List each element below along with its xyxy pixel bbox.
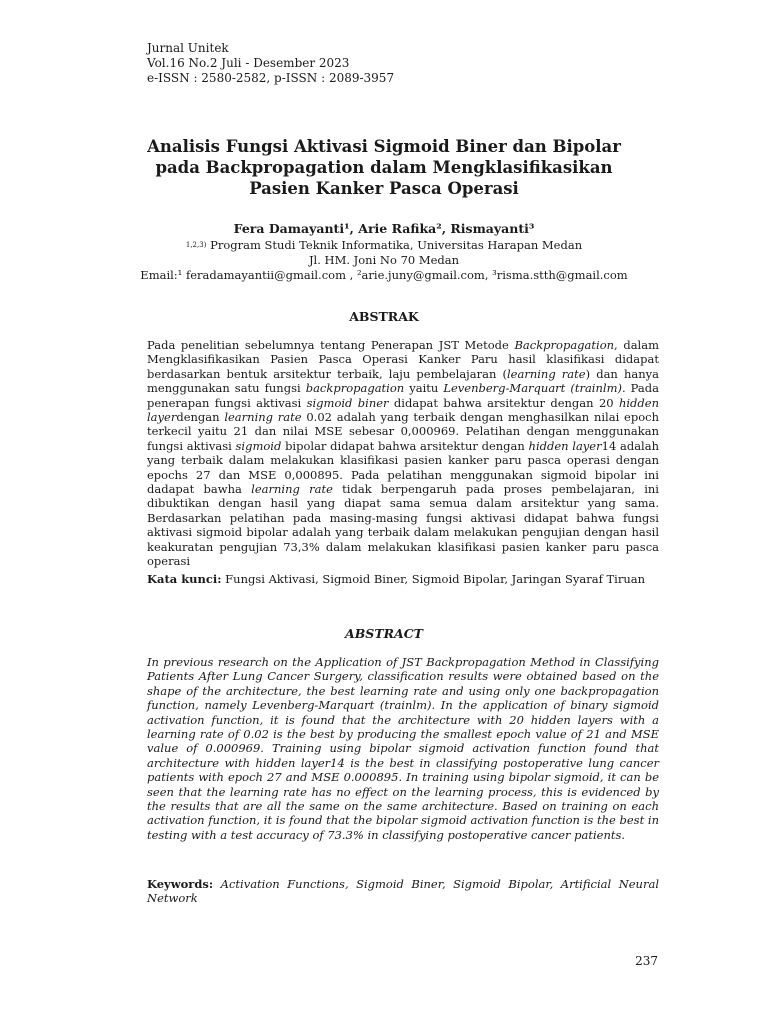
- abstrak-text-6: backpropagation: [305, 381, 405, 396]
- journal-name: Jurnal Unitek: [147, 41, 229, 55]
- abstrak-body: [147, 338, 659, 569]
- kata-kunci-text: Fungsi Aktivasi, Sigmoid Biner, Sigmoid Bipolar, Jaringan Syaraf Tiruan: [221, 572, 645, 586]
- abstrak-text-12: hidden layer: [147, 395, 659, 425]
- abstrak-text-2: Backpropagation: [514, 338, 615, 352]
- journal-header: [147, 41, 394, 86]
- title-line-3: Pasien Kanker Pasca Operasi: [249, 179, 519, 198]
- abstrak-text-8: Levenberg-Marquart (trainlm).: [443, 381, 626, 396]
- abstrak-text-7: yaitu: [404, 381, 444, 396]
- abstrak-text-3: , dalam Mengklasifikasikan Pasien Pasca Operasi Kanker Paru hasil klasifikasi didapat berdasarkan bentuk arsitektur terbaik, laju pembelajaran (: [147, 338, 660, 381]
- abstrak-text-14: learning rate: [224, 410, 302, 425]
- abstrak-text-11: didapat bahwa arsitektur dengan 20: [388, 395, 619, 410]
- abstrak-text-13: dengan: [176, 410, 225, 425]
- abstrak-text-20: learning rate: [251, 482, 333, 497]
- kata-kunci: [147, 572, 659, 586]
- affiliation-program-text: Program Studi Teknik Informatika, Universitas Harapan Medan: [210, 238, 583, 252]
- page-number: 237: [635, 954, 658, 968]
- abstrak-text-5: ) dan hanya menggunakan satu fungsi: [147, 366, 659, 396]
- title-line-2: pada Backpropagation dalam Mengklasifikasikan: [155, 158, 613, 177]
- affiliation-program: [100, 238, 668, 253]
- abstrak-text-10: sigmoid biner: [306, 395, 389, 410]
- keywords: [147, 877, 659, 906]
- abstrak-heading: ABSTRAK: [349, 309, 419, 324]
- journal-volume: Vol.16 No.2 Juli - Desember 2023: [147, 56, 350, 70]
- abstrak-text-9: Pada penerapan fungsi aktivasi: [147, 381, 659, 410]
- abstrak-text-4: learning rate: [506, 366, 586, 381]
- keywords-text: Activation Functions, Sigmoid Biner, Sigmoid Bipolar, Artificial Neural Network: [147, 877, 659, 906]
- abstrak-text-16: sigmoid: [235, 438, 282, 453]
- abstract-body: In previous research on the Application of JST Backpropagation Method in Classifying Patients After Lung Cancer Surgery, classification results were obtained based on the shape of the architecture, the best learning rate and using only one backpropagation function, namely Levenberg-Marquart (trainlm). In the application of binary sigmoid activation function, it is found that the architecture with 20 hidden layers with a learning rate of 0.02 is the best by producing the smallest epoch value of 21 and MSE value of 0.000969. Training using bipolar sigmoid activation function found that architecture with hidden layer14 is the best in classifying postoperative lung cancer patients with epoch 27 and MSE 0.000895. In training using bipolar sigmoid, it can be seen that the learning rate has no effect on the learning process, this is evidenced by the results that are all the same on the same architecture. Based on training on each activation function, it is found that the bipolar sigmoid activation function is the best in testing with a test accuracy of 73.3% in classifying postoperative cancer patients.: [147, 655, 659, 842]
- abstract-heading: ABSTRACT: [345, 626, 423, 641]
- journal-issn: e-ISSN : 2580-2582, p-ISSN : 2089-3957: [147, 71, 395, 85]
- title-line-1: Analisis Fungsi Aktivasi Sigmoid Biner dan Bipolar: [147, 137, 621, 156]
- abstrak-text-18: hidden layer: [528, 438, 602, 453]
- abstrak-text-17: bipolar didapat bahwa arsitektur dengan: [281, 438, 529, 453]
- author-list: Fera Damayanti¹, Arie Rafika², Rismayanti³: [233, 221, 535, 236]
- abstrak-text-1: Pada penelitian sebelumnya tentang Penerapan JST Metode: [147, 338, 515, 352]
- affiliation: [100, 238, 668, 283]
- keywords-label: Keywords:: [147, 877, 214, 891]
- affiliation-address: Jl. HM. Joni No 70 Medan: [308, 253, 460, 267]
- abstrak-text-15: 0.02 adalah yang terbaik dengan menghasilkan nilai epoch terkecil yaitu 21 dan nilai MSE sebesar 0,000969. Pelatihan dengan menggunakan fungsi aktivasi: [147, 410, 659, 453]
- kata-kunci-label: Kata kunci:: [147, 572, 222, 586]
- paper-title: [100, 136, 668, 199]
- affiliation-emails: Email:¹ feradamayantii@gmail.com , ²arie.juny@gmail.com, ³risma.stth@gmail.com: [140, 268, 628, 282]
- abstrak-text-21: tidak berpengaruh pada proses pembelajaran, ini dibuktikan dengan hasil yang diapat sama semua dalam arsitektur yang sama. Berdasarkan pelatihan pada masing-masing fungsi aktivasi didapat bahwa fungsi aktivasi sigmoid bipolar adalah yang terbaik dalam melakukan pengujian dengan hasil keakuratan pengujian 73,3% dalam melakukan klasifikasi pasien kanker paru pasca operasi: [147, 482, 659, 569]
- abstrak-text-19: 14 adalah yang terbaik dalam melakukan klasifikasi pasien kanker paru pasca operasi dengan epochs 27 dan MSE 0,000895. Pada pelatihan menggunakan sigmoid bipolar ini dadapat bawha: [147, 438, 659, 497]
- affiliation-marks: 1,2,3): [185, 241, 207, 249]
